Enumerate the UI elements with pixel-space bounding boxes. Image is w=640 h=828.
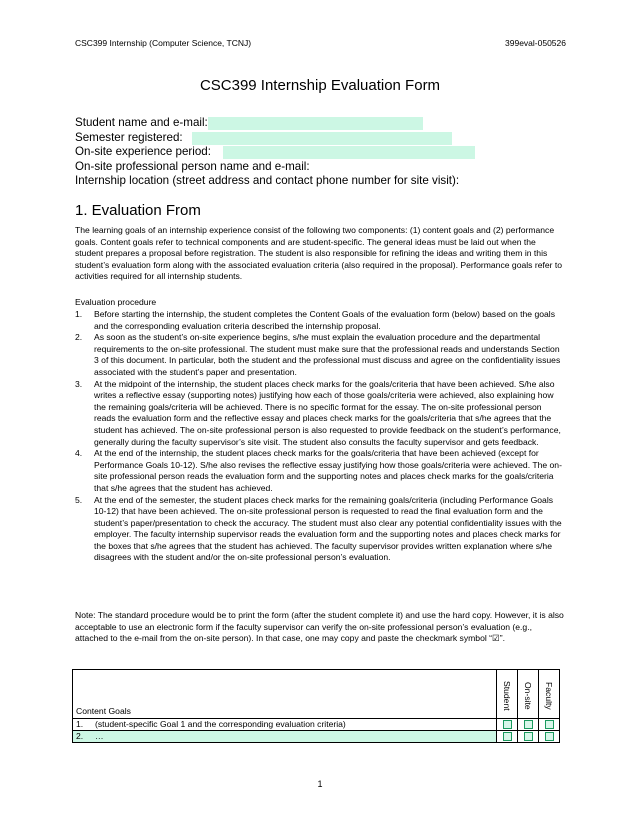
step-number: 1.: [75, 309, 83, 319]
field-experience-period: [75, 145, 575, 160]
checkbox-icon[interactable]: [545, 732, 554, 741]
procedure-title: Evaluation procedure: [75, 297, 157, 307]
step-text: At the end of the semester, the student places check marks for the remaining goals/criteria (including Performance Goals 10-12) that have been achieved. The on-site professional person is requested to read the final evaluation form and the student’s paper/presentation to check the accuracy. The student must also clear any potential confidentiality issues with the employer. The faculty internship supervisor reads the evaluation form and the supporting notes and places check marks for the boxes that s/he agrees that the student has achieved. The faculty supervisor provides written explanation where s/he disagrees with the student and/or the on-site professional person’s evaluation.: [94, 494, 562, 563]
student-check-cell: [497, 731, 518, 743]
semester-input[interactable]: [192, 132, 452, 145]
step-number: 3.: [75, 378, 83, 389]
field-location: [75, 174, 575, 189]
checkbox-icon[interactable]: [524, 720, 533, 729]
column-label: Student: [502, 681, 512, 711]
checkbox-icon[interactable]: [503, 732, 512, 741]
step-text: At the midpoint of the internship, the student places check marks for the goals/criteria that have been achieved. S/he also writes a reflective essay (supporting notes) justifying how each of those goals/criteria were achieved, also explaining how the remaining goals/criteria will be achieved. There is no specific format for the essay. The on-site professional person reads the evaluation form and the reflective essay and places check marks for the goals/criteria that s/he agrees that the student has achieved. The on-site professional person is also requested to provide feedback on the student’s performance, generally during the faculty supervisor’s site visit. The student also consults the faculty supervisor and gets feedback.: [94, 378, 561, 447]
procedure-step: [75, 495, 565, 565]
table-row: [73, 731, 560, 743]
student-name-input[interactable]: [208, 117, 423, 130]
section-heading: 1. Evaluation From: [75, 202, 201, 219]
onsite-check-cell: [518, 719, 539, 731]
field-label: Student name and e-mail:: [75, 116, 208, 129]
checkbox-icon[interactable]: [524, 732, 533, 741]
procedure-step: [75, 448, 565, 494]
header-left: CSC399 Internship (Computer Science, TCNJ): [75, 38, 252, 48]
step-text: As soon as the student’s on-site experience begins, s/he must explain the evaluation procedure and the departmental requirements to the on-site professional. The student must make sure that the professional reads and understands Section 3 of this document. In particular, both the student and the professional must discuss and agree on the confidentiality issues associated with the student’s paper and presentation.: [94, 332, 561, 377]
intro-paragraph: [75, 225, 565, 283]
field-label: Semester registered:: [75, 130, 183, 144]
goal-text: …: [95, 731, 104, 741]
column-label: On-site: [523, 682, 533, 710]
faculty-check-cell: [539, 731, 560, 743]
checkbox-icon[interactable]: [503, 720, 512, 729]
goal-cell: [73, 719, 497, 731]
goal-cell[interactable]: [73, 731, 497, 743]
step-number: 2.: [75, 332, 83, 343]
goal-text: (student-specific Goal 1 and the corresponding evaluation criteria): [95, 719, 346, 729]
student-check-cell: [497, 719, 518, 731]
content-goals-heading: Content Goals: [73, 670, 497, 719]
faculty-check-cell: [539, 719, 560, 731]
document-title: CSC399 Internship Evaluation Form: [199, 77, 441, 94]
procedure-step: [75, 309, 565, 332]
experience-period-input[interactable]: [223, 146, 475, 159]
field-onsite-person: [75, 160, 575, 175]
table-header-row: [73, 670, 560, 719]
column-header-faculty: [539, 670, 560, 719]
procedure-step: [75, 332, 565, 378]
goal-number: 1.: [76, 719, 84, 729]
onsite-check-cell: [518, 731, 539, 743]
goal-number: 2.: [76, 731, 84, 741]
student-info-fields: [75, 116, 575, 189]
field-student-name: [75, 116, 575, 131]
note-paragraph: Note: The standard procedure would be to print the form (after the student complete it) and use the hard copy. However, it is also acceptable to use an electronic form if the faculty supervisor can verify the on-site professional person’s evaluation (e.g., attached to the e-mail from the on-site person). In that case, one may copy and paste the checkmark symbol “☑”.: [75, 610, 564, 644]
page-number: 1: [317, 779, 323, 789]
table-row: [73, 719, 560, 731]
field-semester: [75, 131, 575, 146]
step-text: At the end of the internship, the student places check marks for the goals/criteria that have been achieved (except for Performance Goals 10-12). S/he also revises the reflective essay justifying how those goals/criteria were achieved. The on-site professional person reads the evaluation form and the supporting notes and places check marks for the goals/criteria that s/he agrees that the student has achieved.: [94, 448, 562, 493]
field-label: On-site experience period:: [75, 145, 211, 159]
column-header-student: [497, 670, 518, 719]
column-label: Faculty: [544, 682, 554, 710]
header-right: 399eval-050526: [505, 38, 566, 48]
intro-text: The learning goals of an internship experience consist of the following two components: (1) content goals and (2) performance goals. Content goals refer to technical components and are student-specific. The general ideas must be laid out when the student prepares a proposal before registration. The student is also responsible for refining the ideas and writing them in this student’s evaluation form along with the associated evaluation criteria (also required in the proposal). Performance goals refer to activities required for all internship students.: [75, 225, 563, 282]
field-label: Internship location (street address and contact phone number for site visit):: [75, 174, 460, 188]
procedure-step: [75, 379, 565, 449]
procedure-steps: [75, 309, 565, 564]
column-header-onsite: [518, 670, 539, 719]
field-label: On-site professional person name and e-mail:: [75, 159, 310, 173]
step-text: Before starting the internship, the student completes the Content Goals of the evaluation form (below) based on the goals and the corresponding evaluation criteria described the internship proposal.: [94, 309, 555, 331]
checkbox-icon[interactable]: [545, 720, 554, 729]
step-number: 4.: [75, 448, 83, 459]
content-goals-table: [72, 669, 560, 743]
step-number: 5.: [75, 494, 83, 505]
